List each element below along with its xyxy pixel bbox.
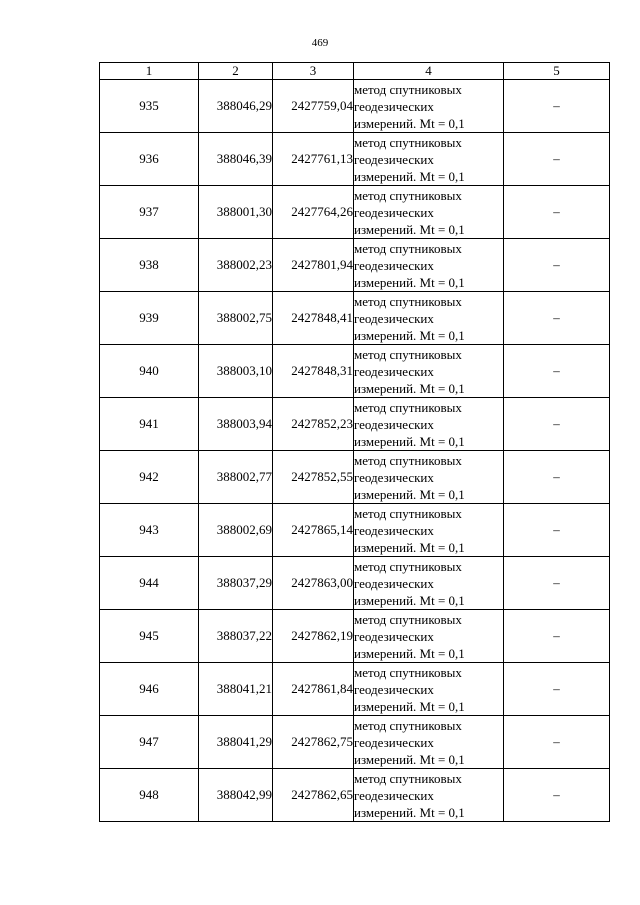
point-number-cell: 939 [100, 292, 199, 345]
y-coordinate-cell: 2427862,19 [273, 610, 354, 663]
x-coordinate-cell: 388003,10 [199, 345, 273, 398]
column-5-cell: – [504, 80, 610, 133]
column-5-cell: – [504, 663, 610, 716]
table-row [100, 716, 610, 769]
header-col-5: 5 [504, 63, 610, 80]
method-line-3: измерений. Mt = 0,1 [354, 274, 465, 290]
x-coordinate-cell: 388041,29 [199, 716, 273, 769]
column-5-cell: – [504, 610, 610, 663]
x-coordinate-cell: 388001,30 [199, 186, 273, 239]
point-number-cell: 935 [100, 80, 199, 133]
method-cell [354, 451, 504, 504]
coordinates-table [99, 62, 610, 822]
y-coordinate-cell: 2427801,94 [273, 239, 354, 292]
method-cell [354, 716, 504, 769]
method-line-3: измерений. Mt = 0,1 [354, 380, 465, 396]
method-line-2: геодезических [354, 310, 434, 326]
point-number-cell: 936 [100, 133, 199, 186]
method-cell [354, 345, 504, 398]
x-coordinate-cell: 388037,22 [199, 610, 273, 663]
table-row [100, 292, 610, 345]
column-5-cell: – [504, 239, 610, 292]
method-line-3: измерений. Mt = 0,1 [354, 168, 465, 184]
method-line-2: геодезических [354, 257, 434, 273]
column-5-cell: – [504, 292, 610, 345]
x-coordinate-cell: 388042,99 [199, 769, 273, 822]
method-cell [354, 398, 504, 451]
y-coordinate-cell: 2427759,04 [273, 80, 354, 133]
column-5-cell: – [504, 769, 610, 822]
method-line-2: геодезических [354, 204, 434, 220]
method-line-3: измерений. Mt = 0,1 [354, 115, 465, 131]
method-line-1: метод спутниковых [354, 505, 462, 521]
method-line-1: метод спутниковых [354, 452, 462, 468]
method-line-2: геодезических [354, 734, 434, 750]
method-line-1: метод спутниковых [354, 187, 462, 203]
header-row [100, 63, 610, 80]
method-cell [354, 504, 504, 557]
table-row [100, 80, 610, 133]
method-line-3: измерений. Mt = 0,1 [354, 486, 465, 502]
x-coordinate-cell: 388003,94 [199, 398, 273, 451]
method-cell [354, 133, 504, 186]
method-line-1: метод спутниковых [354, 399, 462, 415]
x-coordinate-cell: 388046,29 [199, 80, 273, 133]
method-line-1: метод спутниковых [354, 81, 462, 97]
column-5-cell: – [504, 504, 610, 557]
point-number-cell: 940 [100, 345, 199, 398]
method-line-2: геодезических [354, 575, 434, 591]
table-row [100, 610, 610, 663]
method-line-3: измерений. Mt = 0,1 [354, 221, 465, 237]
y-coordinate-cell: 2427761,13 [273, 133, 354, 186]
column-5-cell: – [504, 716, 610, 769]
method-cell [354, 80, 504, 133]
method-line-3: измерений. Mt = 0,1 [354, 751, 465, 767]
header-col-2: 2 [199, 63, 273, 80]
x-coordinate-cell: 388037,29 [199, 557, 273, 610]
table-row [100, 186, 610, 239]
method-line-1: метод спутниковых [354, 664, 462, 680]
header-col-1: 1 [100, 63, 199, 80]
header-col-3: 3 [273, 63, 354, 80]
x-coordinate-cell: 388041,21 [199, 663, 273, 716]
point-number-cell: 937 [100, 186, 199, 239]
y-coordinate-cell: 2427862,65 [273, 769, 354, 822]
point-number-cell: 946 [100, 663, 199, 716]
point-number-cell: 947 [100, 716, 199, 769]
page-number: 469 [311, 37, 329, 49]
y-coordinate-cell: 2427863,00 [273, 557, 354, 610]
column-5-cell: – [504, 186, 610, 239]
method-cell [354, 292, 504, 345]
point-number-cell: 944 [100, 557, 199, 610]
method-line-1: метод спутниковых [354, 611, 462, 627]
method-cell [354, 186, 504, 239]
method-line-1: метод спутниковых [354, 558, 462, 574]
x-coordinate-cell: 388002,23 [199, 239, 273, 292]
point-number-cell: 942 [100, 451, 199, 504]
y-coordinate-cell: 2427848,41 [273, 292, 354, 345]
method-line-2: геодезических [354, 416, 434, 432]
point-number-cell: 945 [100, 610, 199, 663]
y-coordinate-cell: 2427852,55 [273, 451, 354, 504]
x-coordinate-cell: 388046,39 [199, 133, 273, 186]
method-cell [354, 557, 504, 610]
method-line-2: геодезических [354, 628, 434, 644]
table-row [100, 239, 610, 292]
method-cell [354, 610, 504, 663]
point-number-cell: 948 [100, 769, 199, 822]
point-number-cell: 941 [100, 398, 199, 451]
method-line-2: геодезических [354, 98, 434, 114]
method-cell [354, 663, 504, 716]
method-line-2: геодезических [354, 363, 434, 379]
table-row [100, 663, 610, 716]
y-coordinate-cell: 2427848,31 [273, 345, 354, 398]
method-line-1: метод спутниковых [354, 770, 462, 786]
table-row [100, 345, 610, 398]
table-row [100, 133, 610, 186]
method-line-3: измерений. Mt = 0,1 [354, 327, 465, 343]
method-line-3: измерений. Mt = 0,1 [354, 698, 465, 714]
method-cell [354, 239, 504, 292]
point-number-cell: 938 [100, 239, 199, 292]
table-header [100, 63, 610, 80]
table-row [100, 451, 610, 504]
method-line-3: измерений. Mt = 0,1 [354, 433, 465, 449]
table-row [100, 504, 610, 557]
method-line-3: измерений. Mt = 0,1 [354, 539, 465, 555]
method-line-3: измерений. Mt = 0,1 [354, 645, 465, 661]
y-coordinate-cell: 2427865,14 [273, 504, 354, 557]
method-line-3: измерений. Mt = 0,1 [354, 804, 465, 820]
header-col-4: 4 [354, 63, 504, 80]
method-line-1: метод спутниковых [354, 134, 462, 150]
x-coordinate-cell: 388002,69 [199, 504, 273, 557]
table-row [100, 769, 610, 822]
method-line-2: геодезических [354, 469, 434, 485]
column-5-cell: – [504, 133, 610, 186]
method-cell [354, 769, 504, 822]
point-number-cell: 943 [100, 504, 199, 557]
column-5-cell: – [504, 345, 610, 398]
column-5-cell: – [504, 557, 610, 610]
table-row [100, 398, 610, 451]
method-line-2: геодезических [354, 522, 434, 538]
method-line-1: метод спутниковых [354, 240, 462, 256]
method-line-3: измерений. Mt = 0,1 [354, 592, 465, 608]
y-coordinate-cell: 2427862,75 [273, 716, 354, 769]
x-coordinate-cell: 388002,77 [199, 451, 273, 504]
y-coordinate-cell: 2427852,23 [273, 398, 354, 451]
method-line-2: геодезических [354, 787, 434, 803]
y-coordinate-cell: 2427861,84 [273, 663, 354, 716]
method-line-1: метод спутниковых [354, 346, 462, 362]
method-line-2: геодезических [354, 151, 434, 167]
column-5-cell: – [504, 451, 610, 504]
table-body [100, 80, 610, 822]
column-5-cell: – [504, 398, 610, 451]
method-line-2: геодезических [354, 681, 434, 697]
table-row [100, 557, 610, 610]
method-line-1: метод спутниковых [354, 293, 462, 309]
x-coordinate-cell: 388002,75 [199, 292, 273, 345]
method-line-1: метод спутниковых [354, 717, 462, 733]
y-coordinate-cell: 2427764,26 [273, 186, 354, 239]
